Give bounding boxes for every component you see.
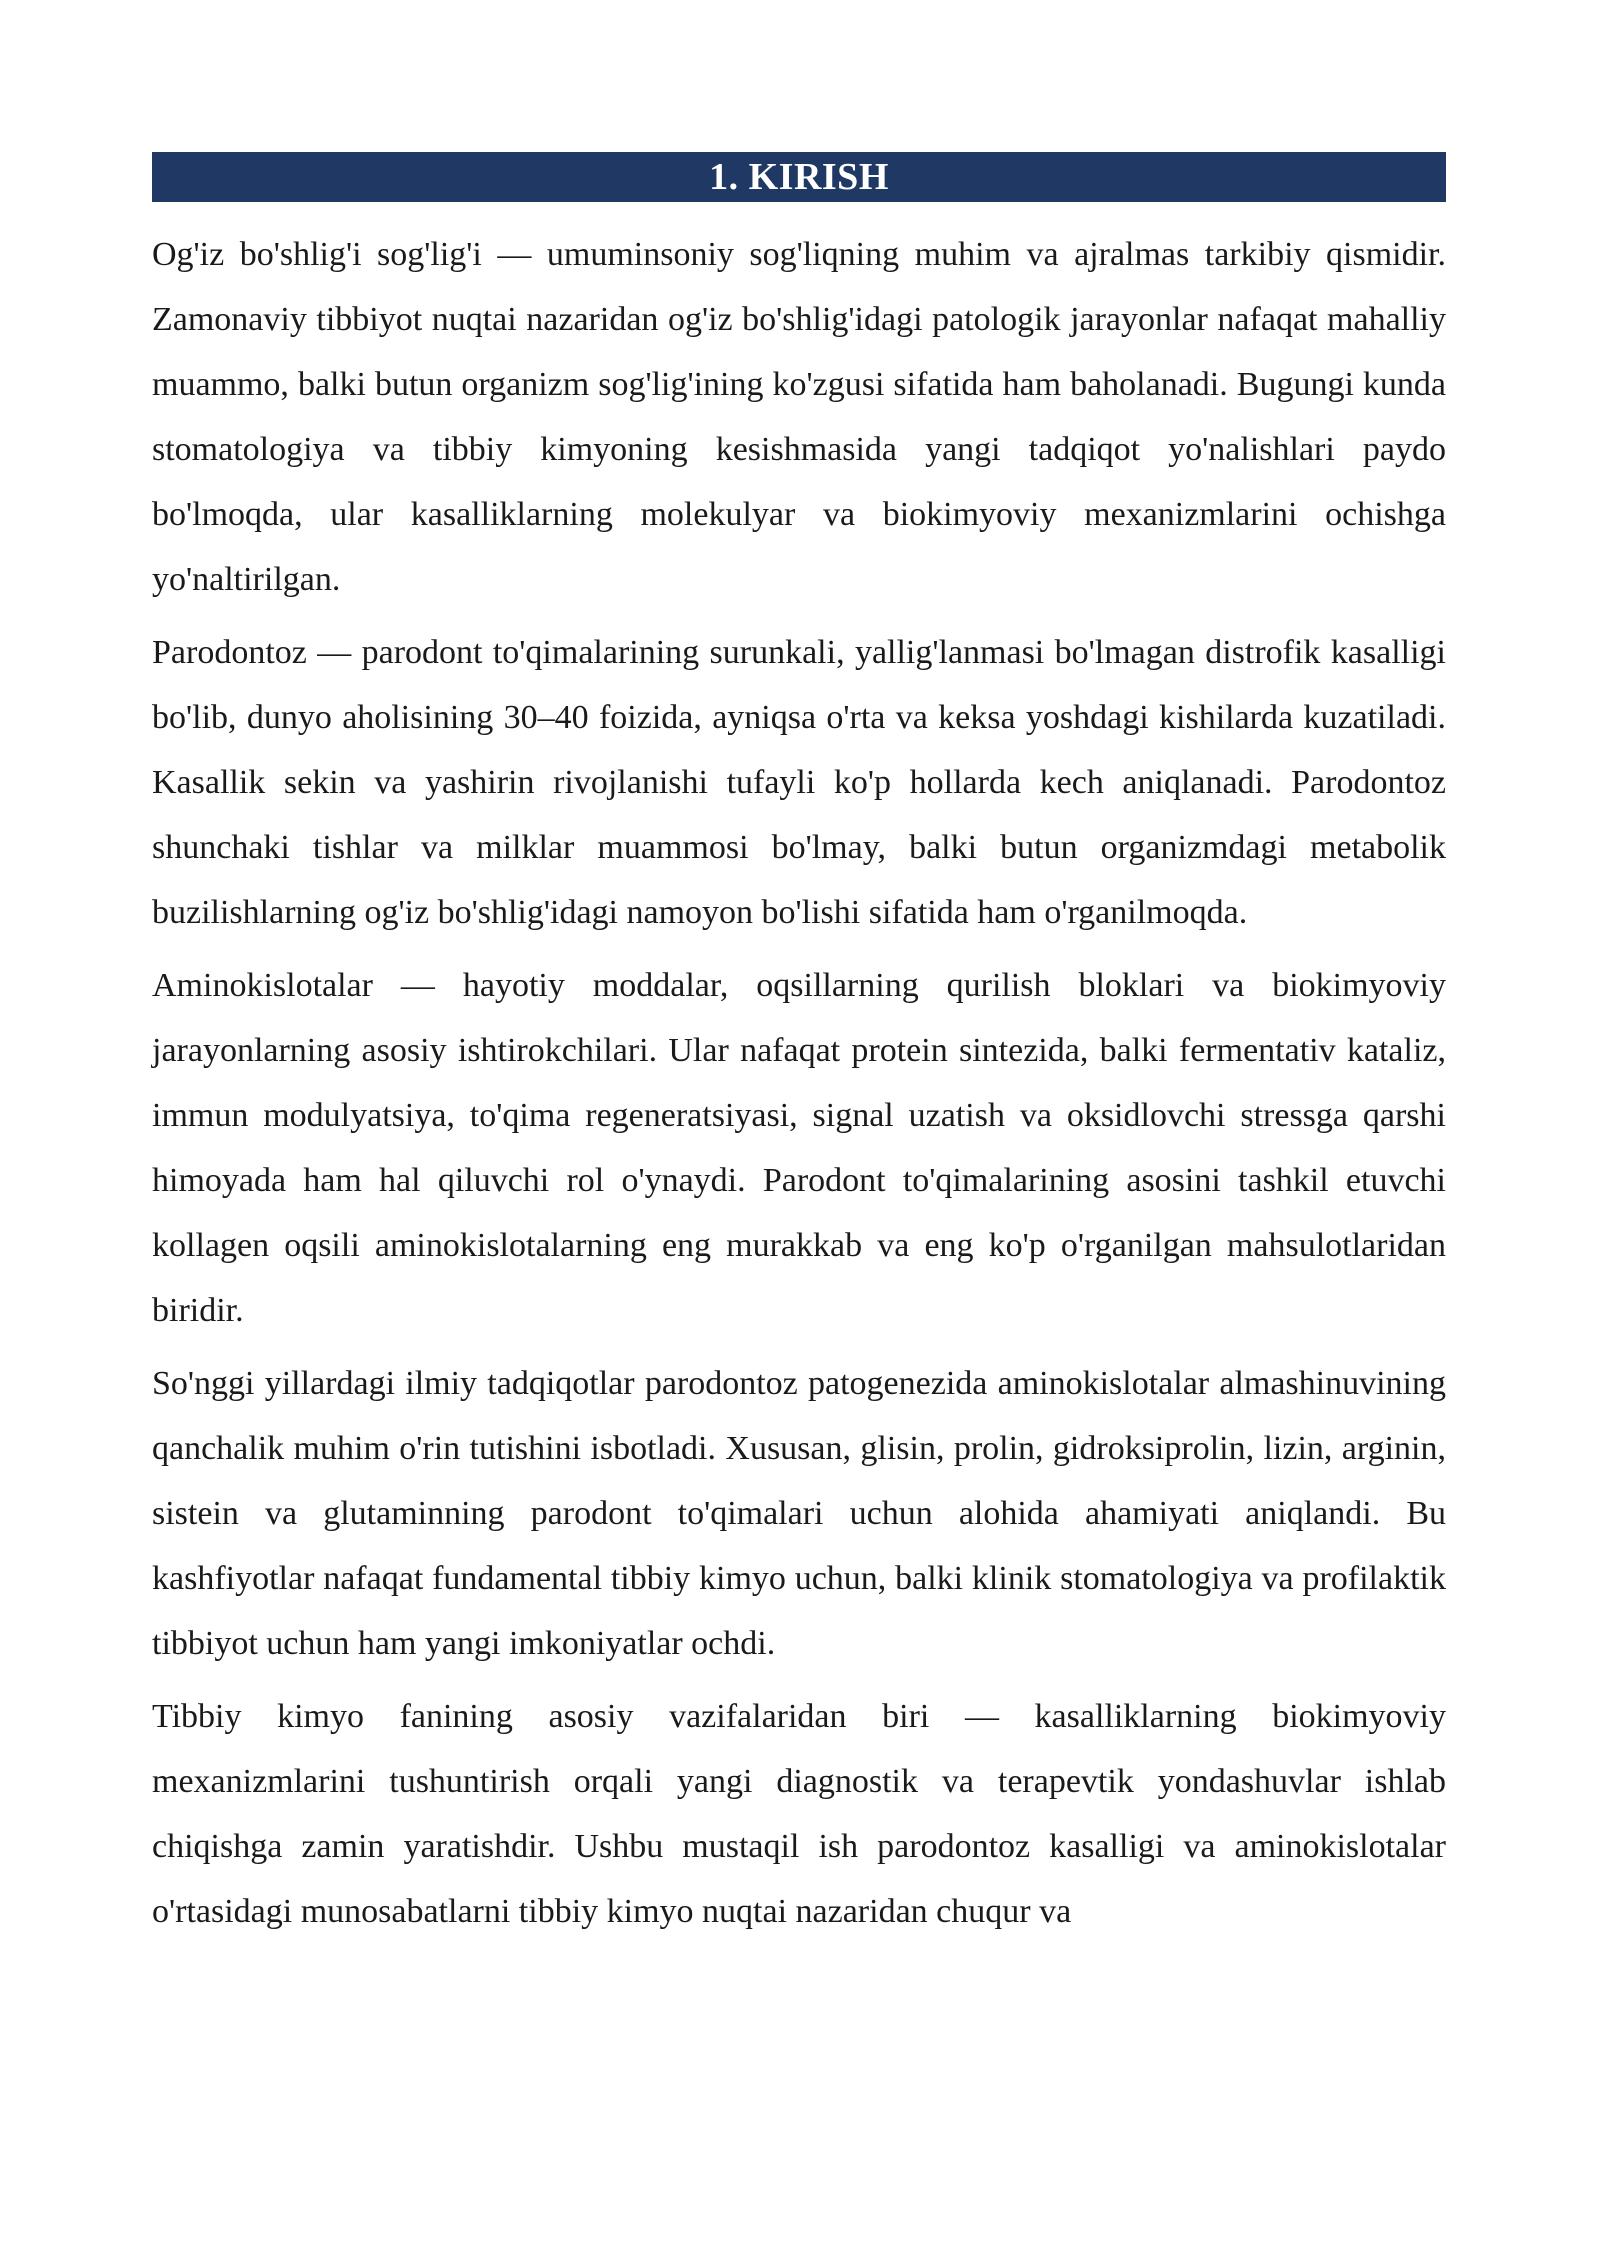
document-page — [152, 152, 1446, 1952]
paragraph: Tibbiy kimyo fanining asosiy vazifalaridan biri — kasalliklarning biokimyoviy mexanizmlarini tushuntirish orqali yangi diagnostik va terapevtik yondashuvlar ishlab chiqishga zamin yaratishdir. Ushbu mustaqil ish parodontoz kasalligi va aminokislotalar o'rtasidagi munosabatlarni tibbiy kimyo nuqtai nazaridan chuqur va — [152, 1698, 1446, 1930]
paragraph: Parodontoz — parodont to'qimalarining surunkali, yallig'lanmasi bo'lmagan distrofik kasalligi bo'lib, dunyo aholisining 30–40 foizida, ayniqsa o'rta va keksa yoshdagi kishilarda kuzatiladi. Kasallik sekin va yashirin rivojlanishi tufayli ko'p hollarda kech aniqlanadi. Parodontoz shunchaki tishlar va milklar muammosi bo'lmay, balki butun organizmdagi metabolik buzilishlarning og'iz bo'shlig'idagi namoyon bo'lishi sifatida ham o'rganilmoqda. — [152, 634, 1446, 931]
paragraph: So'nggi yillardagi ilmiy tadqiqotlar parodontoz patogenezida aminokislotalar almashinuvining qanchalik muhim o'rin tutishini isbotladi. Xususan, glisin, prolin, gidroksiprolin, lizin, arginin, sistein va glutaminning parodont to'qimalari uchun alohida ahamiyati aniqlandi. Bu kashfiyotlar nafaqat fundamental tibbiy kimyo uchun, balki klinik stomatologiya va profilaktik tibbiyot uchun ham yangi imkoniyatlar ochdi. — [152, 1365, 1446, 1662]
section-heading: 1. KIRISH — [152, 152, 1446, 202]
paragraph: Aminokislotalar — hayotiy moddalar, oqsillarning qurilish bloklari va biokimyoviy jarayonlarning asosiy ishtirokchilari. Ular nafaqat protein sintezida, balki fermentativ kataliz, immun modulyatsiya, to'qima regeneratsiyasi, signal uzatish va oksidlovchi stressga qarshi himoyada ham hal qiluvchi rol o'ynaydi. Parodont to'qimalarining asosini tashkil etuvchi kollagen oqsili aminokislotalarning eng murakkab va eng ko'p o'rganilgan mahsulotlaridan biridir. — [152, 967, 1446, 1329]
paragraph: Og'iz bo'shlig'i sog'lig'i — umuminsoniy sog'liqning muhim va ajralmas tarkibiy qismidir. Zamonaviy tibbiyot nuqtai nazaridan og'iz bo'shlig'idagi patologik jarayonlar nafaqat mahalliy muammo, balki butun organizm sog'lig'ining ko'zgusi sifatida ham baholanadi. Bugungi kunda stomatologiya va tibbiy kimyoning kesishmasida yangi tadqiqot yo'nalishlari paydo bo'lmoqda, ular kasalliklarning molekulyar va biokimyoviy mexanizmlarini ochishga yo'naltirilgan. — [152, 236, 1446, 598]
